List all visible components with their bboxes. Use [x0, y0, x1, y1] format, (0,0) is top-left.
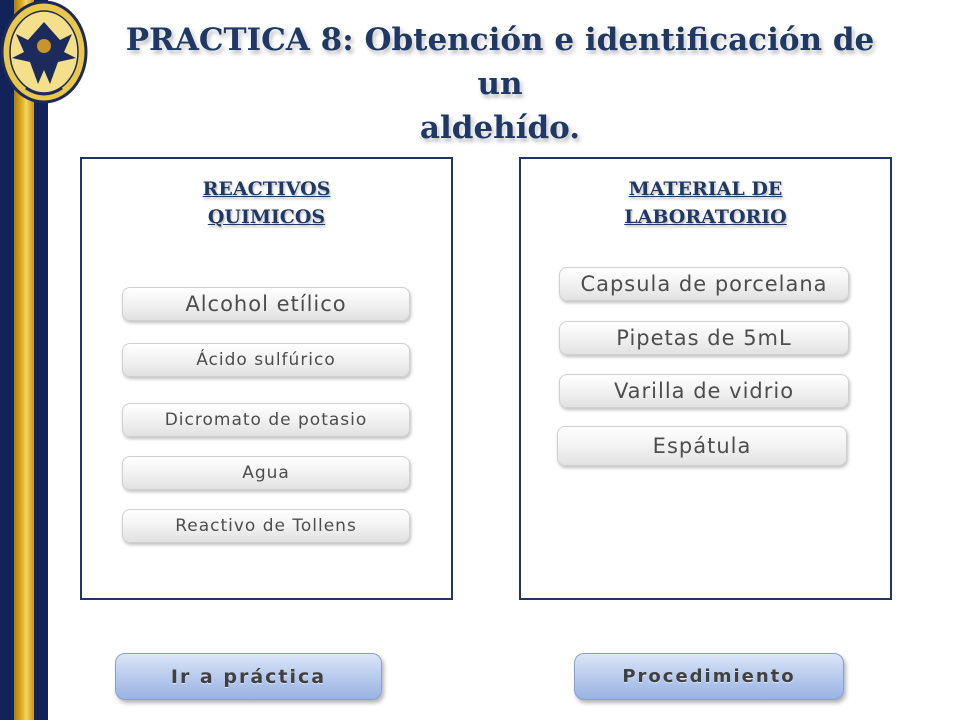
title-line-1: PRACTICA 8: Obtención e identificación de un: [125, 22, 875, 102]
reactivo-item-reactivo-de-tollens[interactable]: Reactivo de Tollens: [122, 509, 410, 543]
material-item-capsula-de-porcelana[interactable]: Capsula de porcelana: [559, 267, 849, 301]
reactivos-heading-line-1: REACTIVOS: [202, 178, 331, 200]
reactivo-item-agua[interactable]: Agua: [122, 456, 410, 490]
university-eagle-emblem-icon: [0, 0, 96, 110]
material-heading-line-1: MATERIAL DE: [628, 178, 783, 200]
reactivos-heading-line-2: QUIMICOS: [207, 206, 326, 228]
reactivos-heading: [82, 175, 451, 231]
reactivo-item-alcohol-etilico[interactable]: Alcohol etílico: [122, 287, 410, 321]
material-item-espatula[interactable]: Espátula: [557, 426, 847, 466]
material-heading-line-2: LABORATORIO: [624, 206, 787, 228]
procedimiento-button[interactable]: Procedimiento: [574, 653, 844, 700]
title-line-2: aldehído.: [419, 110, 581, 146]
page-title: [100, 18, 900, 150]
ir-a-practica-button[interactable]: Ir a práctica: [115, 653, 382, 700]
material-heading: [521, 175, 890, 231]
material-item-varilla-de-vidrio[interactable]: Varilla de vidrio: [559, 374, 849, 408]
reactivo-item-dicromato-de-potasio[interactable]: Dicromato de potasio: [122, 403, 410, 437]
reactivo-item-acido-sulfurico[interactable]: Ácido sulfúrico: [122, 343, 410, 377]
material-item-pipetas-de-5ml[interactable]: Pipetas de 5mL: [559, 321, 849, 355]
